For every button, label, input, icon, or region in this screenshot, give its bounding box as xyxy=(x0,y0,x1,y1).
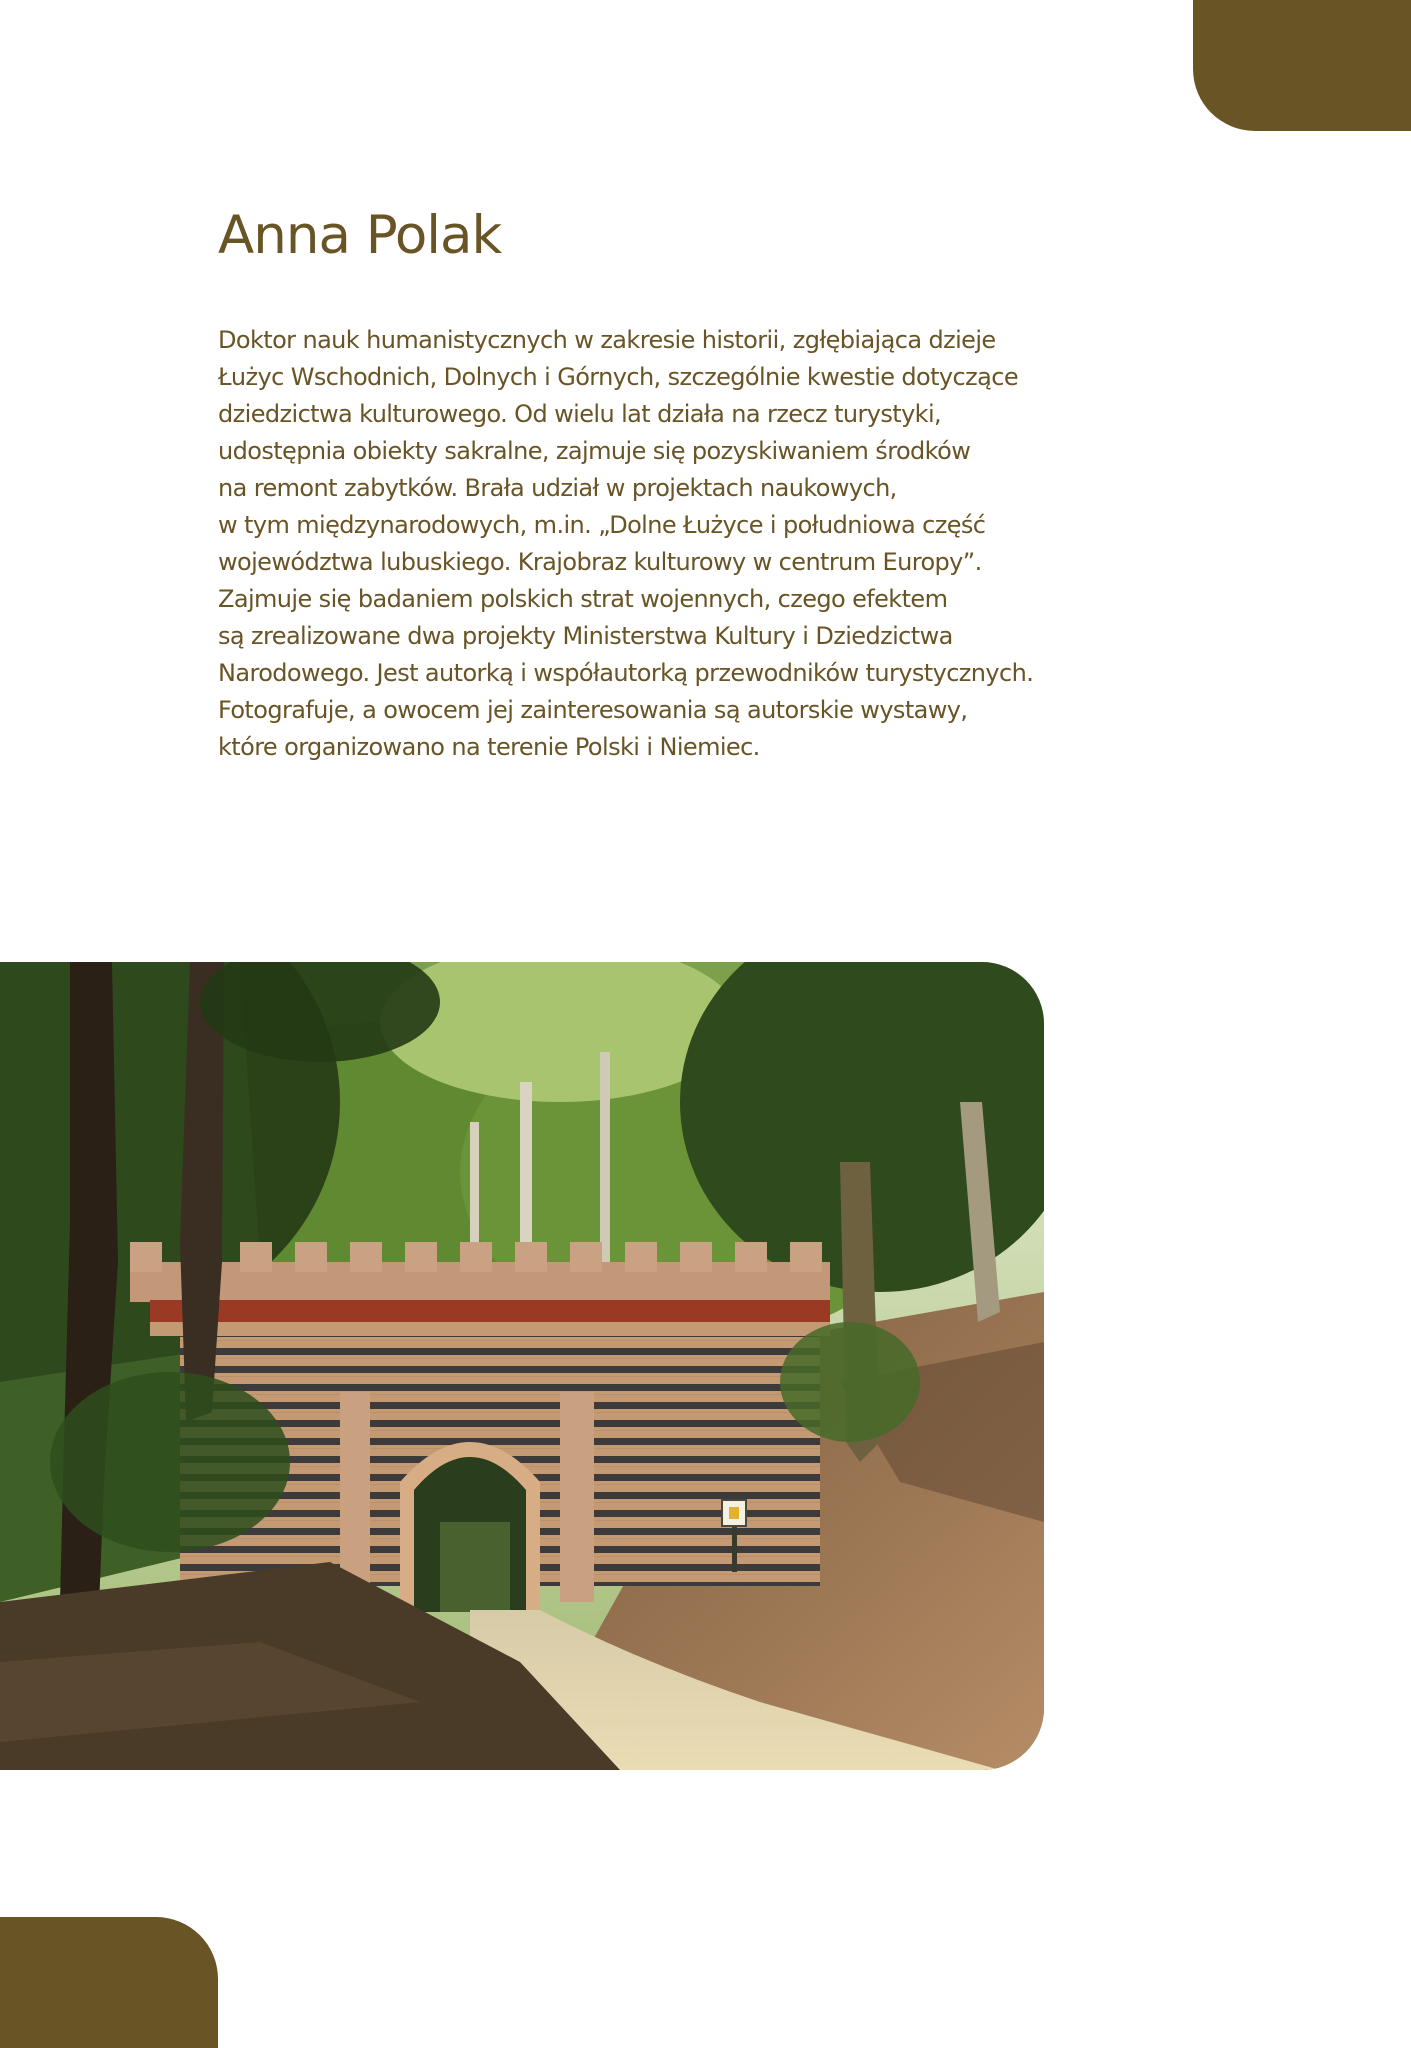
bio-line: Narodowego. Jest autorką i współautorką przewodników turystycznych. xyxy=(218,659,1034,687)
bio-line: Łużyc Wschodnich, Dolnych i Górnych, szczególnie kwestie dotyczące xyxy=(218,363,1018,391)
bio-line: Fotografuje, a owocem jej zainteresowania są autorskie wystawy, xyxy=(218,696,968,724)
bio-line: dziedzictwa kulturowego. Od wielu lat działa na rzecz turystyki, xyxy=(218,400,942,428)
bio-line: województwa lubuskiego. Krajobraz kulturowy w centrum Europy”. xyxy=(218,548,982,576)
bio-line: na remont zabytków. Brała udział w projektach naukowych, xyxy=(218,474,897,502)
author-bio xyxy=(218,322,1098,766)
corner-tab-top xyxy=(1193,0,1411,131)
bio-line: są zrealizowane dwa projekty Ministerstwa Kultury i Dziedzictwa xyxy=(218,622,953,650)
author-name: Anna Polak xyxy=(218,205,502,266)
bio-line: w tym międzynarodowych, m.in. „Dolne Łużyce i południowa część xyxy=(218,511,986,539)
bio-line: Doktor nauk humanistycznych w zakresie historii, zgłębiająca dzieje xyxy=(218,326,996,354)
bridge-photo xyxy=(0,962,1044,1770)
corner-tab-bottom xyxy=(0,1917,218,2048)
bio-line: które organizowano na terenie Polski i Niemiec. xyxy=(218,733,760,761)
bio-line: Zajmuje się badaniem polskich strat wojennych, czego efektem xyxy=(218,585,948,613)
bio-line: udostępnia obiekty sakralne, zajmuje się pozyskiwaniem środków xyxy=(218,437,971,465)
bridge-photo-illustration xyxy=(0,962,1044,1770)
